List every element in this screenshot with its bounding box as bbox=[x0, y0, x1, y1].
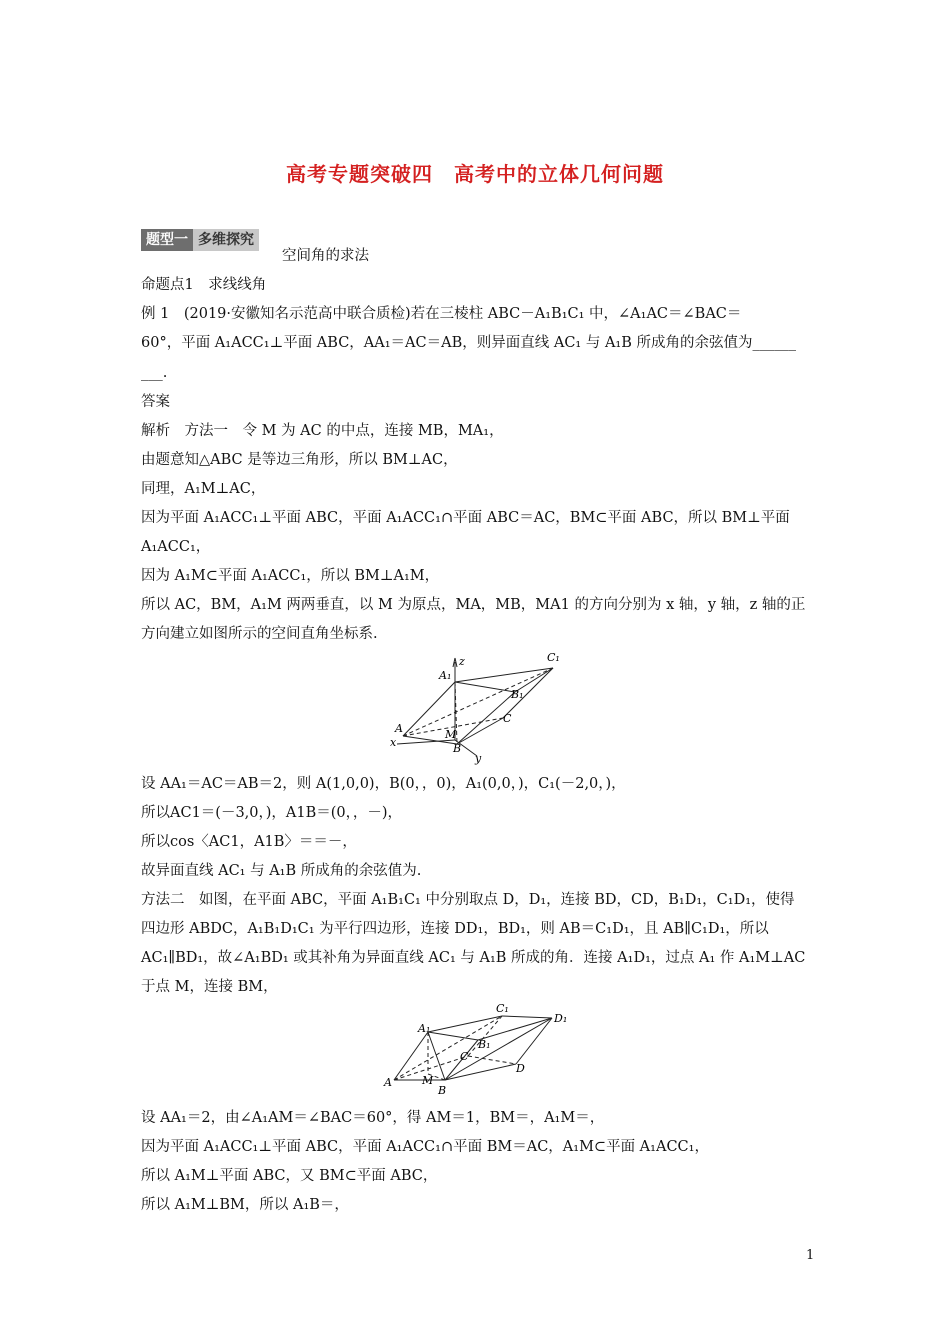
text-line: 例 1 (2019·安徽知名示范高中联合质检)若在三棱柱 ABC－A₁B₁C₁ 中，∠A₁AC＝∠BAC＝ bbox=[141, 306, 742, 322]
fig1-label-m: M bbox=[445, 728, 457, 741]
fig1-label-y: y bbox=[475, 752, 482, 765]
text-line: 所以 A₁M⊥平面 ABC，又 BM⊂平面 ABC， bbox=[141, 1168, 438, 1184]
figure-prism-coordinates bbox=[385, 648, 585, 768]
fig2-label-d1: D₁ bbox=[554, 1012, 568, 1025]
text-line: A₁ACC₁， bbox=[141, 539, 211, 555]
tag-style: 多维探究 bbox=[193, 229, 259, 251]
fig2-label-a: A bbox=[384, 1076, 392, 1089]
fig2-label-d: D bbox=[516, 1062, 525, 1075]
text-line: 因为 A₁M⊂平面 A₁ACC₁，所以 BM⊥A₁M， bbox=[141, 568, 440, 584]
text-line: 方法二 如图，在平面 ABC，平面 A₁B₁C₁ 中分别取点 D，D₁，连接 BD，CD，B₁D₁，C₁D₁，使得 bbox=[141, 892, 795, 908]
tag-type: 题型一 bbox=[141, 229, 193, 251]
fig1-label-b1: B₁ bbox=[511, 688, 524, 701]
fig2-label-c1: C₁ bbox=[496, 1002, 509, 1015]
text-line: 所以AC1＝(－3,0，)，A1B＝(0，，－)， bbox=[141, 805, 403, 821]
page-title: 高考专题突破四 高考中的立体几何问题 bbox=[286, 162, 664, 186]
text-line: 答案 bbox=[141, 394, 170, 410]
text-line: 同理，A₁M⊥AC， bbox=[141, 481, 266, 497]
section-heading: 空间角的求法 bbox=[282, 248, 369, 264]
page-number: 1 bbox=[806, 1248, 815, 1263]
text-line: 方向建立如图所示的空间直角坐标系. bbox=[141, 626, 378, 642]
text-line: 故异面直线 AC₁ 与 A₁B 所成角的余弦值为. bbox=[141, 863, 422, 879]
text-line: 四边形 ABDC，A₁B₁D₁C₁ 为平行四边形，连接 DD₁，BD₁，则 AB＝C₁D₁，且 AB∥C₁D₁，所以 bbox=[141, 921, 769, 937]
text-line: 解析 方法一 令 M 为 AC 的中点，连接 MB，MA₁， bbox=[141, 423, 504, 439]
text-line: 由题意知△ABC 是等边三角形，所以 BM⊥AC， bbox=[141, 452, 458, 468]
text-line: 设 AA₁＝AC＝AB＝2，则 A(1,0,0)，B(0，，0)，A₁(0,0，)，C₁(－2,0，)， bbox=[141, 776, 626, 792]
fig2-label-b1: B₁ bbox=[478, 1038, 491, 1051]
fig2-label-m: M bbox=[422, 1074, 434, 1087]
text-line: 60°，平面 A₁ACC₁⊥平面 ABC，AA₁＝AC＝AB，则异面直线 AC₁ 与 A₁B 所成角的余弦值为______ bbox=[141, 335, 797, 351]
fig1-label-b: B bbox=[453, 742, 462, 755]
text-line: 命题点1 求线线角 bbox=[141, 277, 267, 293]
text-line: 所以 A₁M⊥BM，所以 A₁B＝， bbox=[141, 1197, 349, 1213]
text-line: 因为平面 A₁ACC₁⊥平面 ABC，平面 A₁ACC₁∩平面 ABC＝AC，BM⊂平面 ABC，所以 BM⊥平面 bbox=[141, 510, 790, 526]
fig1-label-c: C bbox=[503, 712, 512, 725]
text-line: AC₁∥BD₁，故∠A₁BD₁ 或其补角为异面直线 AC₁ 与 A₁B 所成的角．连接 A₁D₁，过点 A₁ 作 A₁M⊥AC bbox=[141, 950, 806, 966]
fig2-label-a1: A₁ bbox=[418, 1022, 431, 1035]
text-line: 设 AA₁＝2，由∠A₁AM＝∠BAC＝60°，得 AM＝1，BM＝，A₁M＝， bbox=[141, 1110, 605, 1126]
section-tag bbox=[141, 229, 259, 251]
fig1-label-a1: A₁ bbox=[439, 669, 452, 682]
text-line: ___. bbox=[141, 365, 168, 381]
fig2-label-b: B bbox=[438, 1084, 447, 1097]
fig1-label-z: z bbox=[459, 655, 465, 668]
figure-parallelepiped bbox=[380, 1000, 580, 1100]
text-line: 因为平面 A₁ACC₁⊥平面 ABC，平面 A₁ACC₁∩平面 BM＝AC，A₁M⊂平面 A₁ACC₁， bbox=[141, 1139, 709, 1155]
fig2-label-c: C bbox=[460, 1050, 469, 1063]
fig1-label-a: A bbox=[395, 722, 403, 735]
text-line: 于点 M，连接 BM， bbox=[141, 979, 278, 995]
fig1-label-c1: C₁ bbox=[547, 651, 560, 664]
fig1-label-x: x bbox=[390, 736, 397, 749]
text-line: 所以 AC，BM，A₁M 两两垂直，以 M 为原点，MA，MB，MA1 的方向分别为 x 轴，y 轴，z 轴的正 bbox=[141, 597, 806, 613]
text-line: 所以cos〈AC1，A1B〉＝＝－， bbox=[141, 834, 357, 850]
